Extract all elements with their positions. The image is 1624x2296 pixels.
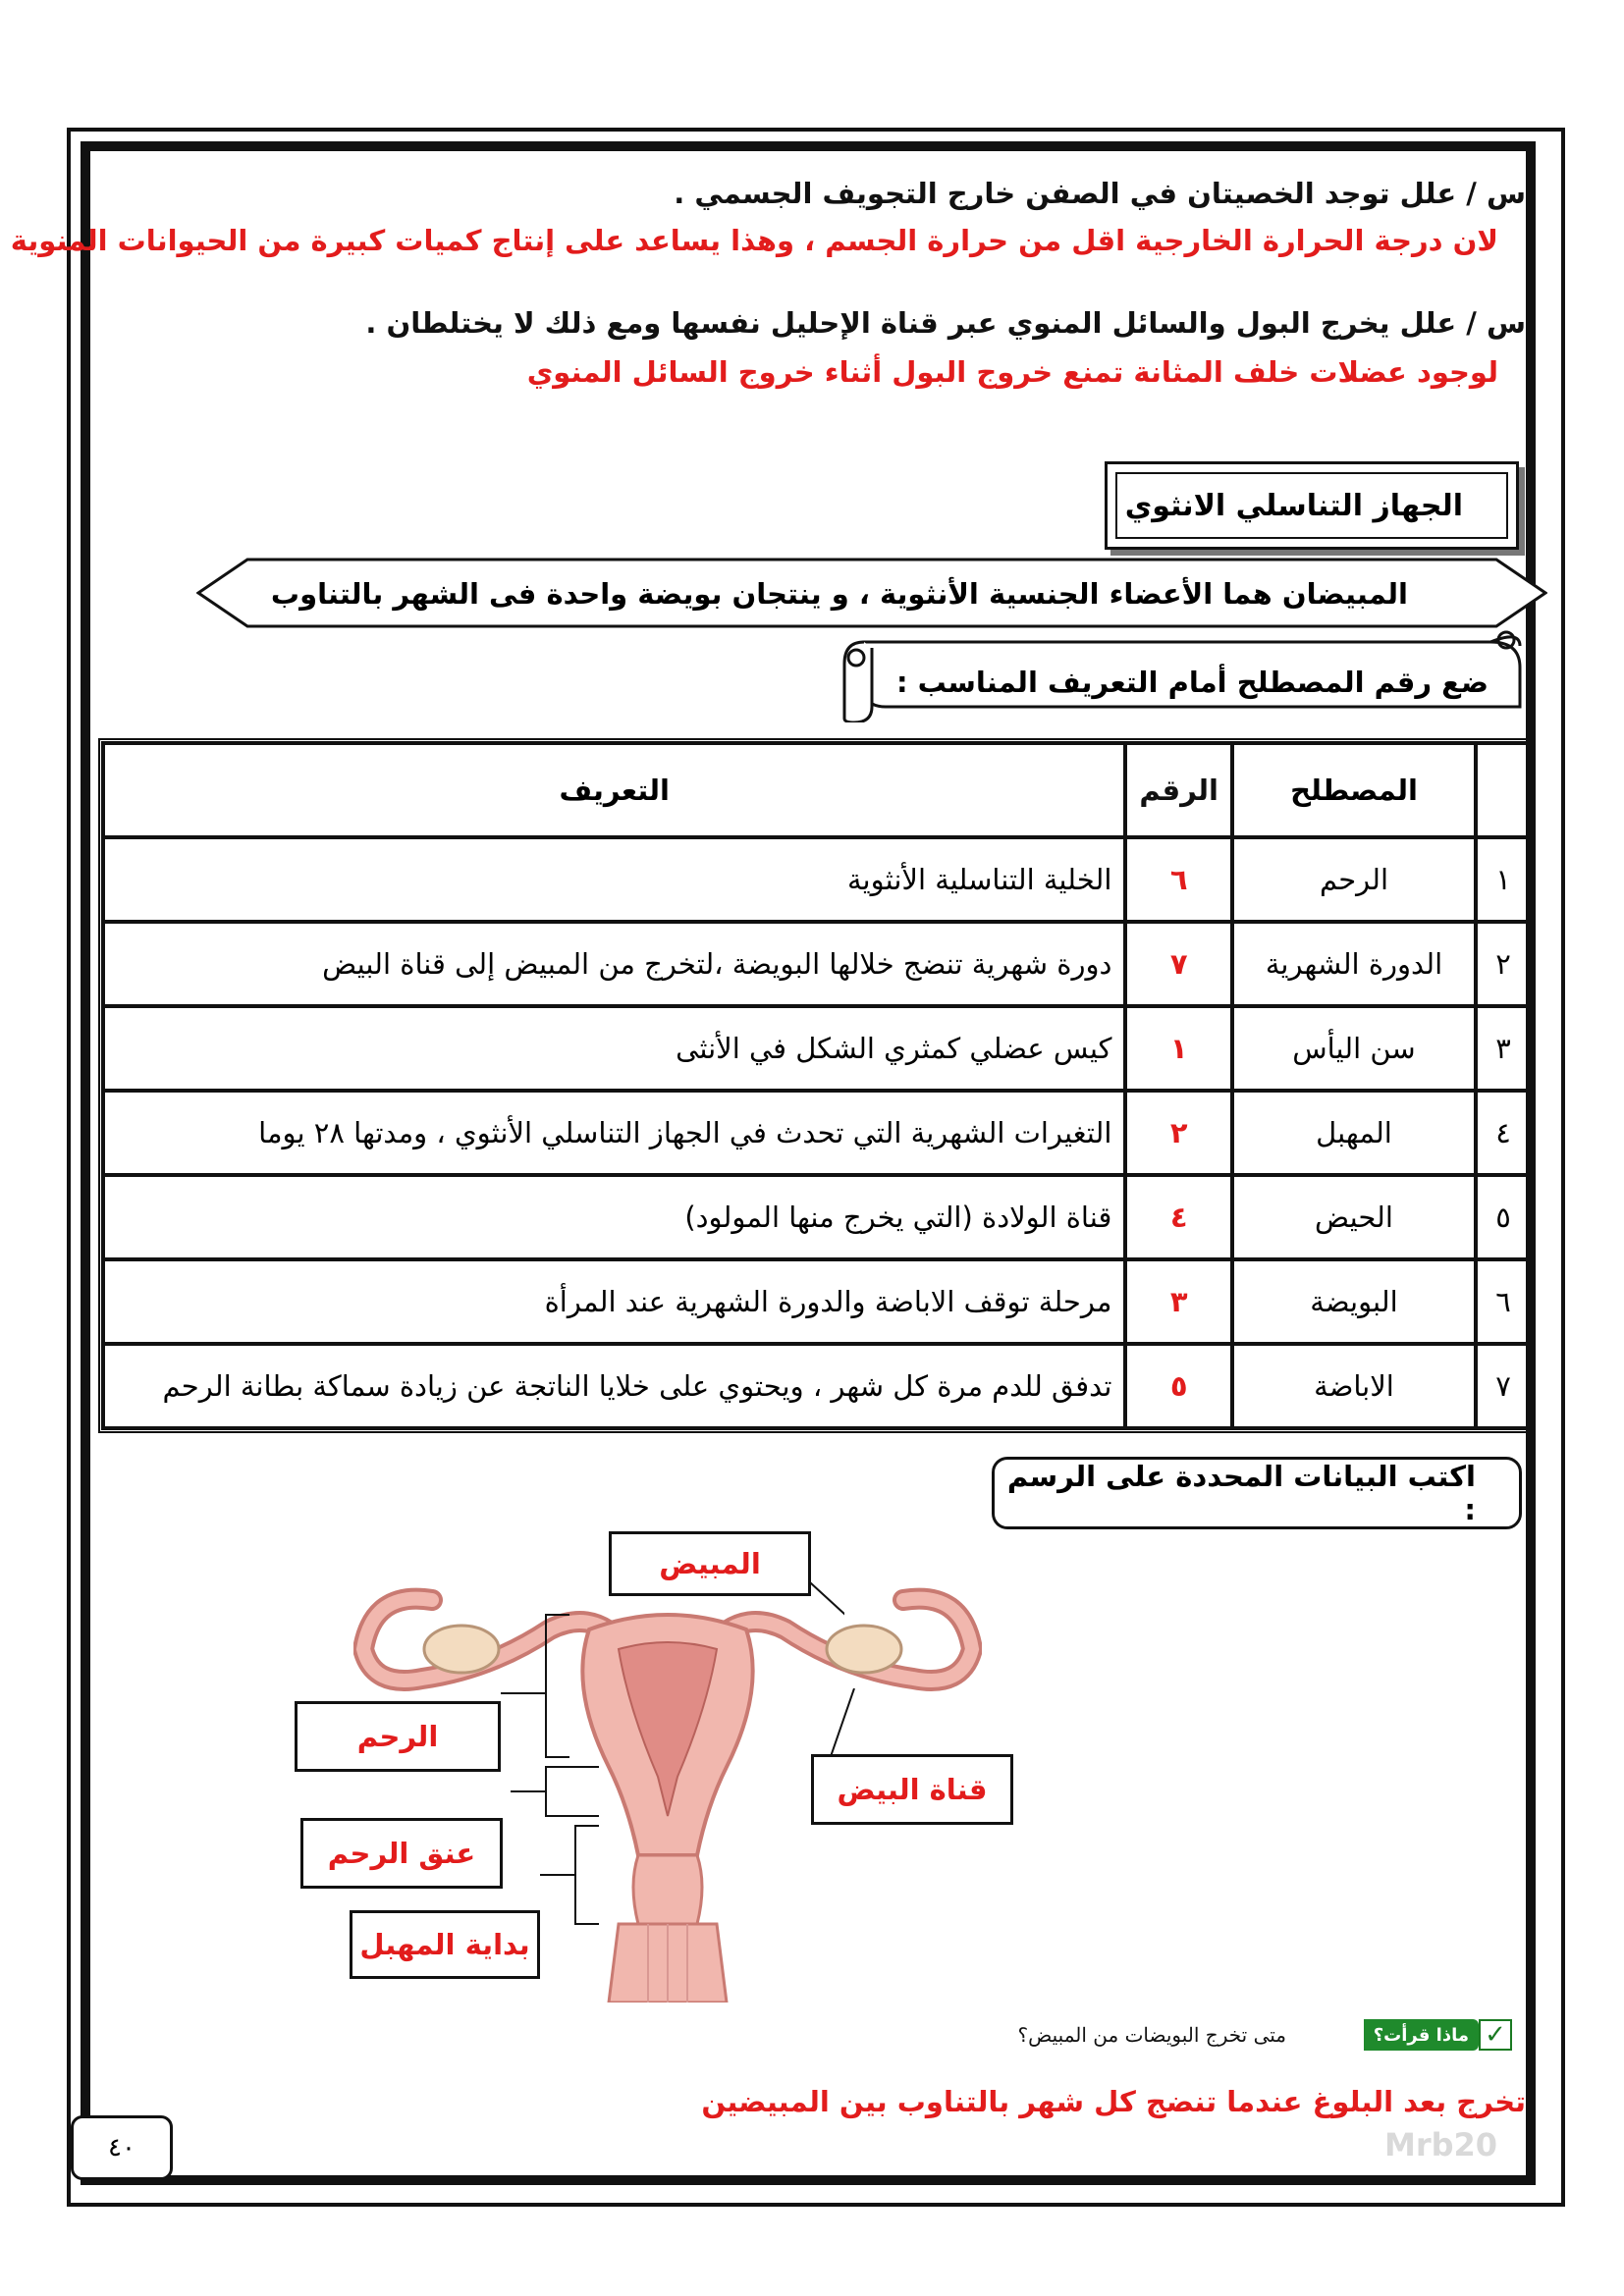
section-title-box	[1105, 461, 1519, 550]
row-definition: تدفق للدم مرة كل شهر ، ويحتوي على خلايا الناتجة عن زيادة سماكة بطانة الرحم	[103, 1344, 1125, 1428]
row-term: الاباضة	[1232, 1344, 1476, 1428]
diagram-heading: اكتب البيانات المحددة على الرسم :	[992, 1457, 1522, 1529]
watermark: Mrb20	[1384, 2126, 1498, 2163]
row-definition: كيس عضلي كمثري الشكل في الأنثى	[103, 1006, 1125, 1091]
row-number: ٣	[1125, 1259, 1232, 1344]
row-term: الرحم	[1232, 837, 1476, 922]
header-definition: التعريف	[103, 743, 1125, 837]
table-row	[103, 922, 1531, 1006]
banner-text: المبيضان هما الأعضاء الجنسية الأنثوية ، و ينتجان بويضة واحدة فى الشهر بالتناوب	[270, 577, 1408, 611]
reading-check-question: متى تخرج البويضات من المبيض؟	[1017, 2023, 1286, 2047]
row-term: الحيض	[1232, 1175, 1476, 1259]
label-uterus: الرحم	[295, 1701, 501, 1772]
row-number: ١	[1125, 1006, 1232, 1091]
reading-check	[982, 2017, 1512, 2056]
row-definition: مرحلة توقف الاباضة والدورة الشهرية عند المرأة	[103, 1259, 1125, 1344]
table-row	[103, 1175, 1531, 1259]
table-row	[103, 1006, 1531, 1091]
row-number: ٦	[1125, 837, 1232, 922]
row-index: ٥	[1476, 1175, 1531, 1259]
row-term: المهبل	[1232, 1091, 1476, 1175]
exercise-title: ضع رقم المصطلح أمام التعريف المناسب :	[895, 666, 1489, 699]
table-header-row	[103, 743, 1531, 837]
row-term: الدورة الشهرية	[1232, 922, 1476, 1006]
answer-1: لان درجة الحرارة الخارجية اقل من حرارة الجسم ، وهذا يساعد على إنتاج كميات كبيرة من الحيوانات المنوية	[10, 224, 1498, 257]
row-index: ٣	[1476, 1006, 1531, 1091]
row-number: ٤	[1125, 1175, 1232, 1259]
row-index: ٦	[1476, 1259, 1531, 1344]
label-vagina: بداية المهبل	[350, 1910, 540, 1979]
reading-check-badge	[1364, 2019, 1512, 2051]
header-term: المصطلح	[1232, 743, 1476, 837]
row-index: ٧	[1476, 1344, 1531, 1428]
row-index: ١	[1476, 837, 1531, 922]
question-1: س / علل توجد الخصيتان في الصفن خارج التجويف الجسمي .	[674, 177, 1526, 210]
row-definition: التغيرات الشهرية التي تحدث في الجهاز التناسلي الأنثوي ، ومدتها ٢٨ يوما	[103, 1091, 1125, 1175]
header-number: الرقم	[1125, 743, 1232, 837]
row-definition: قناة الولادة (التي يخرج منها المولود)	[103, 1175, 1125, 1259]
terms-table	[98, 738, 1536, 1433]
row-index: ٢	[1476, 922, 1531, 1006]
row-term: البويضة	[1232, 1259, 1476, 1344]
row-number: ٧	[1125, 922, 1232, 1006]
label-ovary: المبيض	[609, 1531, 811, 1596]
label-oviduct: قناة البيض	[811, 1754, 1013, 1825]
header-index	[1476, 743, 1531, 837]
reading-check-answer: تخرج بعد البلوغ عندما تنضج كل شهر بالتناوب بين المبيضين	[701, 2085, 1526, 2118]
table-row	[103, 1344, 1531, 1428]
label-cervix: عنق الرحم	[300, 1818, 503, 1889]
checkmark-icon: ✓	[1479, 2019, 1512, 2051]
table-row	[103, 837, 1531, 922]
row-number: ٥	[1125, 1344, 1232, 1428]
table-row	[103, 1091, 1531, 1175]
row-number: ٢	[1125, 1091, 1232, 1175]
answer-2: لوجود عضلات خلف المثانة تمنع خروج البول أثناء خروج السائل المنوي	[526, 355, 1498, 389]
row-index: ٤	[1476, 1091, 1531, 1175]
reading-check-label: ماذا قرأت؟	[1364, 2019, 1479, 2051]
section-title: الجهاز التناسلي الانثوي	[1115, 472, 1508, 539]
row-definition: دورة شهرية تنضج خلالها البويضة ،لتخرج من المبيض إلى قناة البيض	[103, 922, 1125, 1006]
question-2: س / علل يخرج البول والسائل المنوي عبر قناة الإحليل نفسها ومع ذلك لا يختلطان .	[365, 306, 1526, 340]
page-number: ٤٠	[71, 2115, 173, 2180]
row-definition: الخلية التناسلية الأنثوية	[103, 837, 1125, 922]
table-row	[103, 1259, 1531, 1344]
row-term: سن اليأس	[1232, 1006, 1476, 1091]
